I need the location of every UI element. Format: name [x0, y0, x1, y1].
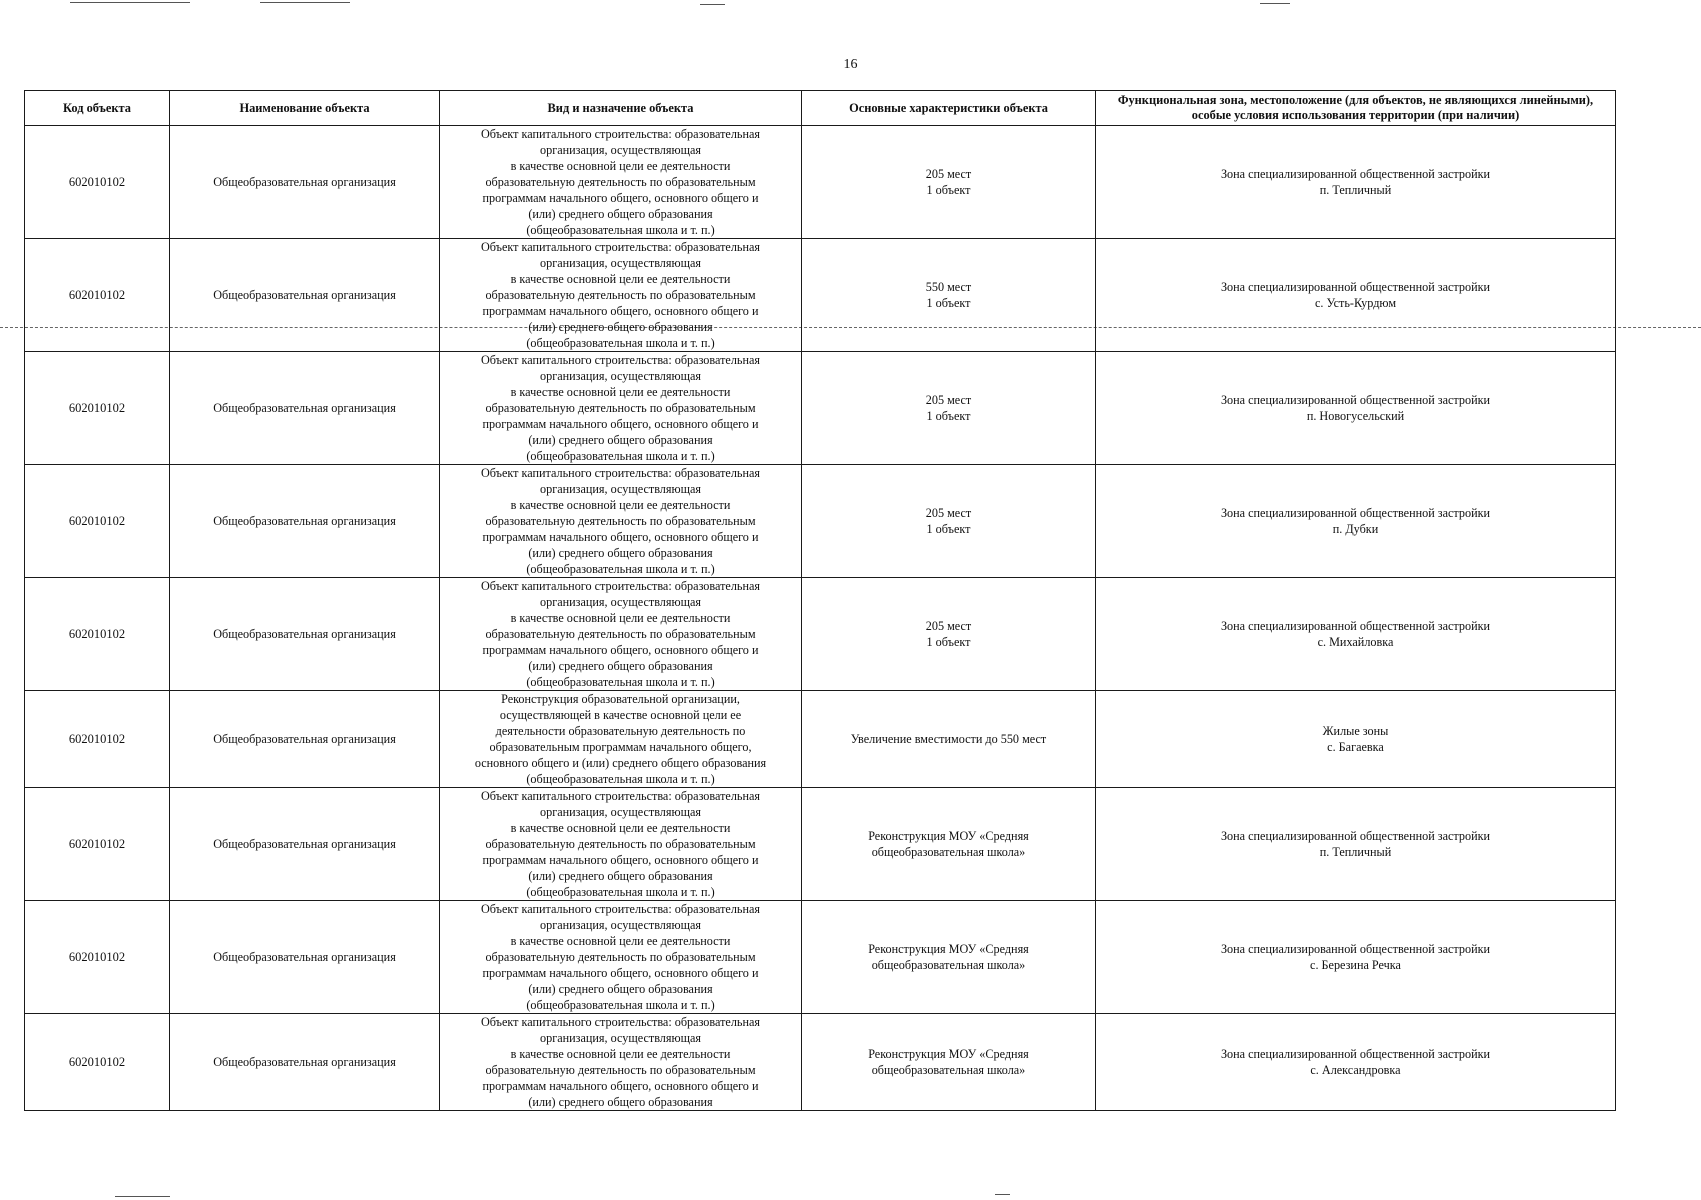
object-zone: Зона специализированной общественной застройки с. Михайловка — [1096, 578, 1616, 691]
table-row — [25, 352, 1616, 465]
object-name: Общеобразовательная организация — [170, 788, 440, 901]
object-purpose: Объект капитального строительства: образовательная организация, осуществляющая в качестве основной цели ее деятельности образовательную деятельность по образовательным программам начального общего, основного общего и (или) среднего общего образования (общеобразовательная школа и т. п.) — [440, 901, 802, 1014]
table-row — [25, 465, 1616, 578]
object-zone: Зона специализированной общественной застройки п. Тепличный — [1096, 126, 1616, 239]
object-name: Общеобразовательная организация — [170, 578, 440, 691]
table-row — [25, 691, 1616, 788]
object-zone: Зона специализированной общественной застройки п. Дубки — [1096, 465, 1616, 578]
header-purpose: Вид и назначение объекта — [440, 91, 802, 126]
scan-mark — [1260, 3, 1290, 4]
header-code: Код объекта — [25, 91, 170, 126]
table-row — [25, 126, 1616, 239]
table-row — [25, 1014, 1616, 1111]
object-code: 602010102 — [25, 788, 170, 901]
table-row — [25, 901, 1616, 1014]
object-purpose: Объект капитального строительства: образовательная организация, осуществляющая в качестве основной цели ее деятельности образовательную деятельность по образовательным программам начального общего, основного общего и (или) среднего общего образования (общеобразовательная школа и т. п.) — [440, 465, 802, 578]
object-code: 602010102 — [25, 352, 170, 465]
object-name: Общеобразовательная организация — [170, 1014, 440, 1111]
object-purpose: Реконструкция образовательной организации, осуществляющей в качестве основной цели ее деятельности образовательную деятельность по образовательным программам начального общего, основного общего и (или) среднего общего образования (общеобразовательная школа и т. п.) — [440, 691, 802, 788]
object-name: Общеобразовательная организация — [170, 352, 440, 465]
header-zone: Функциональная зона, местоположение (для объектов, не являющихся линейными), особые условия использования территории (при наличии) — [1096, 91, 1616, 126]
object-code: 602010102 — [25, 578, 170, 691]
scan-mark — [260, 2, 350, 3]
object-code: 602010102 — [25, 239, 170, 352]
object-code: 602010102 — [25, 126, 170, 239]
object-purpose: Объект капитального строительства: образовательная организация, осуществляющая в качестве основной цели ее деятельности образовательную деятельность по образовательным программам начального общего, основного общего и (или) среднего общего образования (общеобразовательная школа и т. п.) — [440, 239, 802, 352]
object-name: Общеобразовательная организация — [170, 239, 440, 352]
object-zone: Зона специализированной общественной застройки с. Александровка — [1096, 1014, 1616, 1111]
object-name: Общеобразовательная организация — [170, 465, 440, 578]
objects-table — [24, 90, 1616, 1111]
object-purpose: Объект капитального строительства: образовательная организация, осуществляющая в качестве основной цели ее деятельности образовательную деятельность по образовательным программам начального общего, основного общего и (или) среднего общего образования (общеобразовательная школа и т. п.) — [440, 788, 802, 901]
object-zone: Зона специализированной общественной застройки п. Новогусельский — [1096, 352, 1616, 465]
header-characteristics: Основные характеристики объекта — [802, 91, 1096, 126]
object-zone: Зона специализированной общественной застройки с. Березина Речка — [1096, 901, 1616, 1014]
object-zone: Жилые зоны с. Багаевка — [1096, 691, 1616, 788]
table-row — [25, 578, 1616, 691]
object-characteristics: 550 мест 1 объект — [802, 239, 1096, 352]
object-purpose: Объект капитального строительства: образовательная организация, осуществляющая в качестве основной цели ее деятельности образовательную деятельность по образовательным программам начального общего, основного общего и (или) среднего общего образования (общеобразовательная школа и т. п.) — [440, 126, 802, 239]
object-code: 602010102 — [25, 691, 170, 788]
object-characteristics: 205 мест 1 объект — [802, 465, 1096, 578]
page-number: 16 — [843, 57, 858, 72]
object-name: Общеобразовательная организация — [170, 901, 440, 1014]
scan-mark — [700, 4, 725, 5]
object-zone: Зона специализированной общественной застройки п. Тепличный — [1096, 788, 1616, 901]
object-name: Общеобразовательная организация — [170, 126, 440, 239]
object-characteristics: Реконструкция МОУ «Средняя общеобразовательная школа» — [802, 788, 1096, 901]
object-characteristics: Увеличение вместимости до 550 мест — [802, 691, 1096, 788]
table-row — [25, 788, 1616, 901]
header-name: Наименование объекта — [170, 91, 440, 126]
object-purpose: Объект капитального строительства: образовательная организация, осуществляющая в качестве основной цели ее деятельности образовательную деятельность по образовательным программам начального общего, основного общего и (или) среднего общего образования (общеобразовательная школа и т. п.) — [440, 578, 802, 691]
scan-mark — [70, 2, 190, 3]
table-header-row — [25, 91, 1616, 126]
scan-mark — [115, 1196, 170, 1197]
object-code: 602010102 — [25, 1014, 170, 1111]
object-code: 602010102 — [25, 901, 170, 1014]
object-characteristics: Реконструкция МОУ «Средняя общеобразовательная школа» — [802, 901, 1096, 1014]
object-code: 602010102 — [25, 465, 170, 578]
object-purpose: Объект капитального строительства: образовательная организация, осуществляющая в качестве основной цели ее деятельности образовательную деятельность по образовательным программам начального общего, основного общего и (или) среднего общего образования — [440, 1014, 802, 1111]
object-characteristics: 205 мест 1 объект — [802, 126, 1096, 239]
object-zone: Зона специализированной общественной застройки с. Усть-Курдюм — [1096, 239, 1616, 352]
object-characteristics: 205 мест 1 объект — [802, 352, 1096, 465]
table-row — [25, 239, 1616, 352]
object-name: Общеобразовательная организация — [170, 691, 440, 788]
object-characteristics: 205 мест 1 объект — [802, 578, 1096, 691]
scan-mark — [995, 1194, 1010, 1195]
object-purpose: Объект капитального строительства: образовательная организация, осуществляющая в качестве основной цели ее деятельности образовательную деятельность по образовательным программам начального общего, основного общего и (или) среднего общего образования (общеобразовательная школа и т. п.) — [440, 352, 802, 465]
object-characteristics: Реконструкция МОУ «Средняя общеобразовательная школа» — [802, 1014, 1096, 1111]
